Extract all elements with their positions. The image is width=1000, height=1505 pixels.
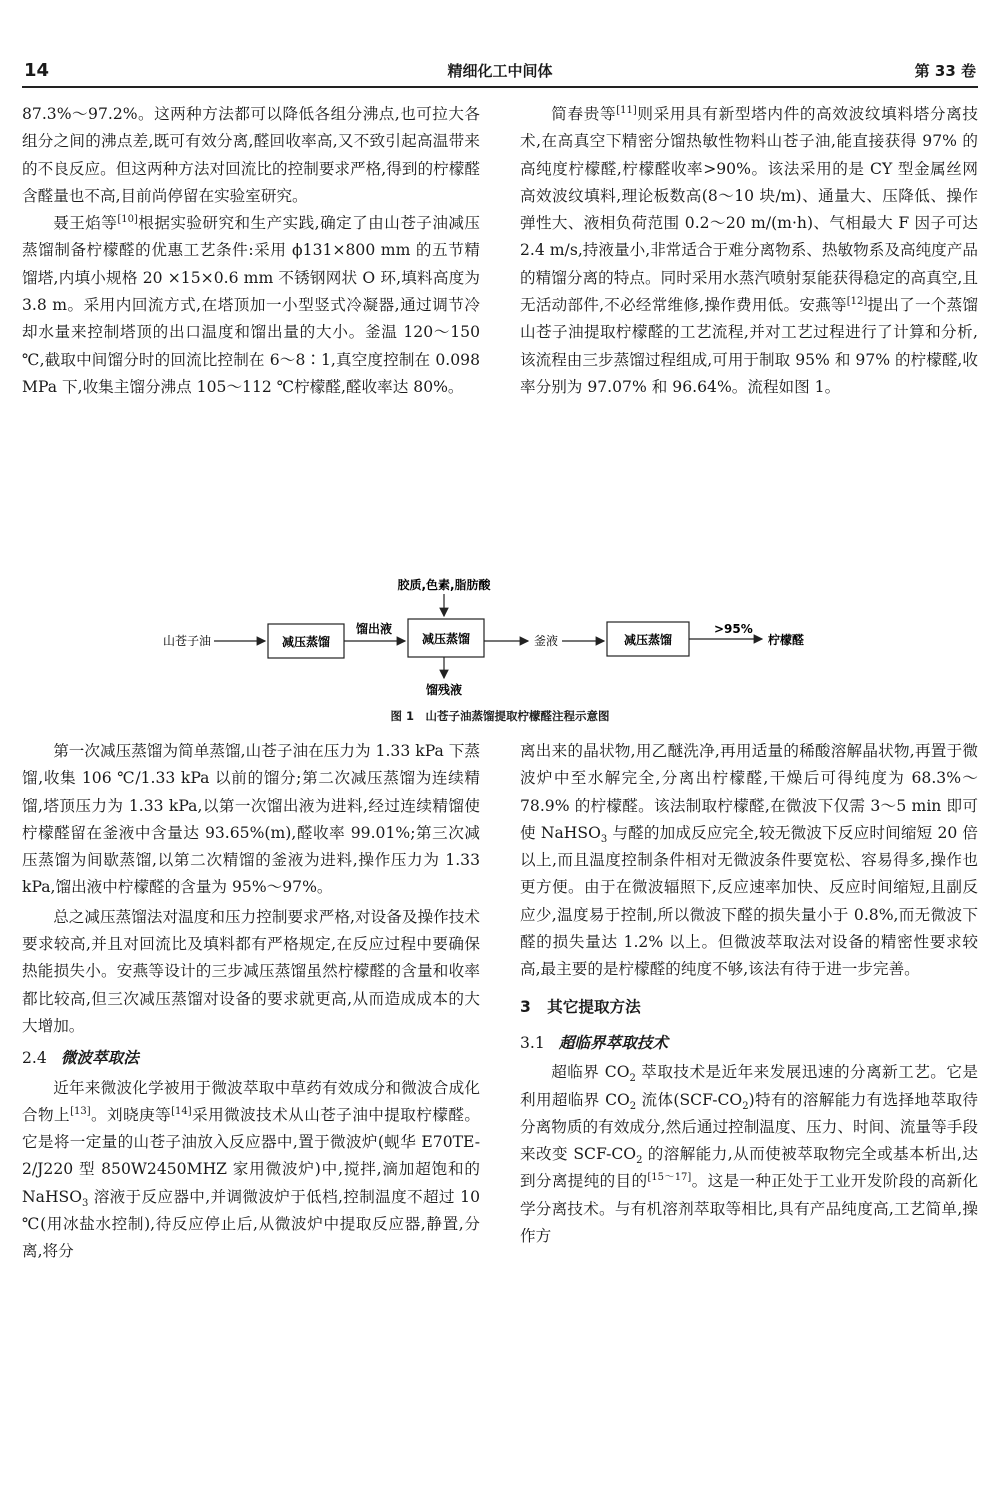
right-column-top bbox=[520, 101, 978, 401]
volume-label: 第 33 卷 bbox=[914, 62, 976, 80]
box-distill-2-label: 减压蒸馏 bbox=[421, 632, 471, 646]
subsection-heading: 2.4 微波萃取法 bbox=[22, 1048, 139, 1068]
figure-caption: 图 1 山苍子油蒸馏提取柠檬醛注程示意图 bbox=[390, 709, 610, 723]
impurities-label: 胶质,色素,脂肪酸 bbox=[397, 578, 491, 592]
section-heading: 3 其它提取方法 bbox=[520, 997, 641, 1016]
residue-label: 馏残液 bbox=[425, 683, 463, 697]
paragraph: 第一次减压蒸馏为简单蒸馏,山苍子油在压力为 1.33 kPa 下蒸馏,收集 106 ℃/1.33 kPa 以前的馏分;第二次减压蒸馏为连续精馏,塔顶压力为 1.33 kPa,以第一次馏出液为进料,经过连续精馏使柠檬醛留在釜液中含量达 93.65%(m),醛收率 99.01%;第三次减压蒸馏为间歇蒸馏,以第二次精馏的釜液为进料,操作压力为 1.33 kPa,馏出液中柠檬醛的含量为 95%～97%。 bbox=[22, 742, 480, 897]
citation: [13] bbox=[70, 1105, 91, 1117]
flow-diagram bbox=[0, 572, 1000, 707]
paragraph: 简春贵等[11]则采用具有新型塔内件的高效波纹填料塔分离技术,在高真空下精密分馏热敏性物料山苍子油,能直接获得 97% 的高纯度柠檬醛,柠檬醛收率>90%。该法采用的是 CY 型金属丝网高效波纹填料,理论板数高(8～10 块/m)、通量大、压降低、操作弹性大、液相负荷范围 0.2～20 m/(m·h)、气相最大 F 因子可达 2.4 m/s,持液量小,非常适合于难分离物系、热敏物系及高纯度产品的精馏分离的特点。同时采用水蒸汽喷射泵能获得稳定的高真空,且无活动部件,不必经常维修,操作费用低。安燕等[12]提出了一个蒸馏山苍子油提取柠檬醛的工艺流程,并对工艺过程进行了计算和分析,该流程由三步蒸馏过程组成,可用于制取 95% 和 97% 的柠檬醛,收率分别为 97.07% 和 96.64%。流程如图 1。 bbox=[520, 104, 978, 396]
purity-label: >95% bbox=[714, 622, 753, 636]
left-column-top bbox=[22, 101, 480, 401]
citation: [10] bbox=[117, 214, 138, 225]
left-column-bottom bbox=[22, 738, 480, 1266]
right-column-bottom bbox=[520, 738, 978, 1250]
page-number: 14 bbox=[24, 60, 50, 81]
kettle-liquid-label: 釜液 bbox=[534, 634, 559, 648]
citation: [15～17] bbox=[647, 1172, 692, 1184]
paragraph: 离出来的晶状物,用乙醚洗净,再用适量的稀酸溶解晶状物,再置于微波炉中至水解完全,分离出柠檬醛,干燥后可得纯度为 68.3%～78.9% 的柠檬醛。该法制取柠檬醛,在微波下仅需 3～5 min 即可使 NaHSO$_3$ 与醛的加成反应完全,较无微波下反应时间缩短 20 倍以上,而且温度控制条件相对无微波条件要宽松、容易得多,操作也更方便。由于在微波辐照下,反应速率加快、反应时间缩短,且副反应少,温度易于控制,所以微波下醛的损失量小于 0.8%,而无微波下醛的损失量达 1.2% 以上。但微波萃取法对设备的精密性要求较高,最主要的是柠檬醛的纯度不够,该法有待于进一步完善。 bbox=[520, 742, 978, 979]
running-header bbox=[22, 52, 978, 88]
paragraph: 总之减压蒸馏法对温度和压力控制要求严格,对设备及操作技术要求较高,并且对回流比及填料都有严格规定,在反应过程中要确保热能损失小。安燕等设计的三步减压蒸馏虽然柠檬醛的含量和收率都比较高,但三次减压蒸馏对设备的要求就更高,从而造成成本的大大增加。 bbox=[22, 907, 480, 1035]
paragraph: 87.3%～97.2%。这两种方法都可以降低各组分沸点,也可拉大各组分之间的沸点差,既可有效分离,醛回收率高,又不致引起高温带来的不良反应。但这两种方法对回流比的控制要求严格,得到的柠檬醛含醛量也不高,目前尚停留在实验室研究。 bbox=[22, 105, 480, 205]
paragraph: 近年来微波化学被用于微波萃取中草药有效成分和微波合成化合物上[13]。刘晓庚等[14]采用微波技术从山苍子油中提取柠檬醛。它是将一定量的山苍子油放入反应器中,置于微波炉(蚬华 E70TE-2/J220 型 850W2450MHZ 家用微波炉)中,搅拌,滴加超饱和的 NaHSO$_3$ 溶液于反应器中,并调微波炉于低档,控制温度不超过 10 ℃(用冰盐水控制),待反应停止后,从微波炉中提取反应器,静置,分离,将分 bbox=[22, 1078, 480, 1261]
paragraph: 聂王焰等[10]根据实验研究和生产实践,确定了由山苍子油减压蒸馏制备柠檬醛的优惠工艺条件:采用 ϕ131×800 mm 的五节精馏塔,内填小规格 20 ×15×0.6 mm 不锈钢网状 O 环,填料高度为 3.8 m。采用内回流方式,在塔顶加一小型竖式冷凝器,通过调节冷却水量来控制塔顶的出口温度和馏出量的大小。釜温 120～150 ℃,截取中间馏分时的回流比控制在 6～8∶1,真空度控制在 0.098 MPa 下,收集主馏分沸点 105～112 ℃柠檬醛,醛收率达 80%。 bbox=[22, 214, 480, 396]
input-label: 山苍子油 bbox=[163, 634, 212, 648]
citation: [14] bbox=[171, 1105, 192, 1117]
journal-title: 精细化工中间体 bbox=[447, 62, 553, 80]
citation: [11] bbox=[616, 104, 637, 116]
box-distill-1-label: 减压蒸馏 bbox=[281, 635, 331, 649]
output-label: 柠檬醛 bbox=[768, 633, 805, 647]
figure-1 bbox=[0, 572, 1000, 732]
citation: [12] bbox=[846, 295, 868, 307]
paragraph: 超临界 $CO_2$ 萃取技术是近年来发展迅速的分离新工艺。它是利用超临界 $CO_2$ 流体$(SCF-CO_2)$特有的溶解能力有选择地萃取待分离物质的有效成分,然后通过控制温度、压力、时间、流量等手段来改变 SCF-$CO_2$ 的溶解能力,从而使被萃取物完全或基本析出,达到分离提纯的目的[15～17]。这是一种正处于工业开发阶段的高新化学分离技术。与有机溶剂萃取等相比,具有产品纯度高,工艺简单,操作方 bbox=[520, 1063, 978, 1246]
distillate-label: 馏出液 bbox=[355, 622, 393, 636]
box-distill-3-label: 减压蒸馏 bbox=[623, 633, 673, 647]
subsection-heading: 3.1 超临界萃取技术 bbox=[520, 1032, 668, 1052]
